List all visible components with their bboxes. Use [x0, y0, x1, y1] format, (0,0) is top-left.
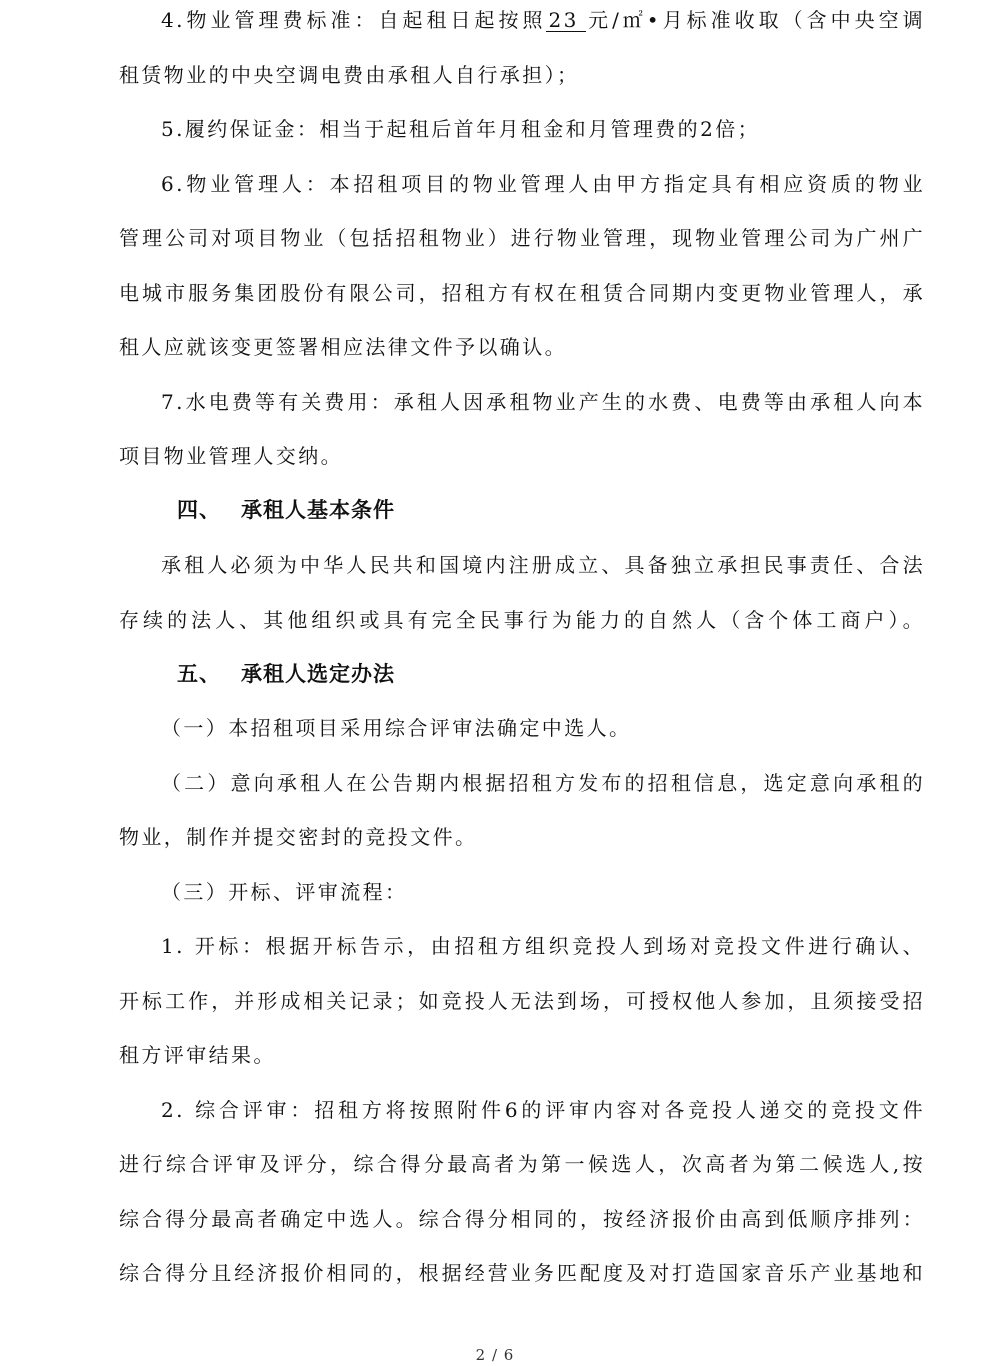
- clause-4-text-a: 4.物业管理费标准：自起租日起按照: [161, 8, 547, 32]
- clause-4-line-1: [161, 6, 925, 34]
- section-5-number: 五、: [177, 662, 221, 686]
- review-line-2: 进行综合评审及评分，综合得分最高者为第一候选人，次高者为第二候选人,按: [119, 1152, 925, 1176]
- section-4-title: 承租人基本条件: [241, 498, 395, 522]
- section-4-line-1: 承租人必须为中华人民共和国境内注册成立、具备独立承担民事责任、合法: [161, 553, 925, 577]
- opening-line-3: 租方评审结果。: [119, 1043, 276, 1067]
- section-4-line-2: 存续的法人、其他组织或具有完全民事行为能力的自然人（含个体工商户）。: [119, 608, 925, 632]
- review-line-3: 综合得分最高者确定中选人。综合得分相同的，按经济报价由高到低顺序排列：: [119, 1207, 925, 1231]
- section-5-item-3: （三）开标、评审流程：: [161, 880, 408, 904]
- clause-4-text-b: 元/㎡•月标准收取（含中央空调: [586, 8, 925, 32]
- section-5-item-1: （一）本招租项目采用综合评审法确定中选人。: [161, 716, 632, 740]
- clause-6-line-3: 电城市服务集团股份有限公司，招租方有权在租赁合同期内变更物业管理人，承: [119, 281, 925, 305]
- review-line-1: 2. 综合评审：招租方将按照附件6的评审内容对各竞投人递交的竞投文件: [161, 1098, 925, 1122]
- clause-7-line-1: 7.水电费等有关费用：承租人因承租物业产生的水费、电费等由承租人向本: [161, 390, 925, 414]
- review-line-4: 综合得分且经济报价相同的，根据经营业务匹配度及对打造国家音乐产业基地和: [119, 1261, 925, 1285]
- section-5-item-2-line-2: 物业，制作并提交密封的竞投文件。: [119, 825, 478, 849]
- section-5-title: 承租人选定办法: [241, 662, 395, 686]
- clause-4-line-2: 租赁物业的中央空调电费由承租人自行承担）；: [119, 63, 580, 87]
- clause-5: 5.履约保证金：相当于起租后首年月租金和月管理费的2倍；: [161, 117, 761, 141]
- section-4-number: 四、: [177, 498, 221, 522]
- management-fee-value: 23: [546, 9, 586, 32]
- clause-6-line-4: 租人应就该变更签署相应法律文件予以确认。: [119, 335, 567, 359]
- page-number: 2 / 6: [475, 1346, 515, 1364]
- section-4-heading: [177, 496, 395, 524]
- opening-line-1: 1. 开标：根据开标告示，由招租方组织竞投人到场对竞投文件进行确认、: [161, 934, 925, 958]
- section-5-item-2-line-1: （二）意向承租人在公告期内根据招租方发布的招租信息，选定意向承租的: [161, 771, 925, 795]
- clause-6-line-2: 管理公司对项目物业（包括招租物业）进行物业管理，现物业管理公司为广州广: [119, 226, 925, 250]
- section-5-heading: [177, 660, 395, 688]
- opening-line-2: 开标工作，并形成相关记录；如竞投人无法到场，可授权他人参加，且须接受招: [119, 989, 925, 1013]
- clause-6-line-1: 6.物业管理人：本招租项目的物业管理人由甲方指定具有相应资质的物业: [161, 172, 925, 196]
- clause-7-line-2: 项目物业管理人交纳。: [119, 444, 343, 468]
